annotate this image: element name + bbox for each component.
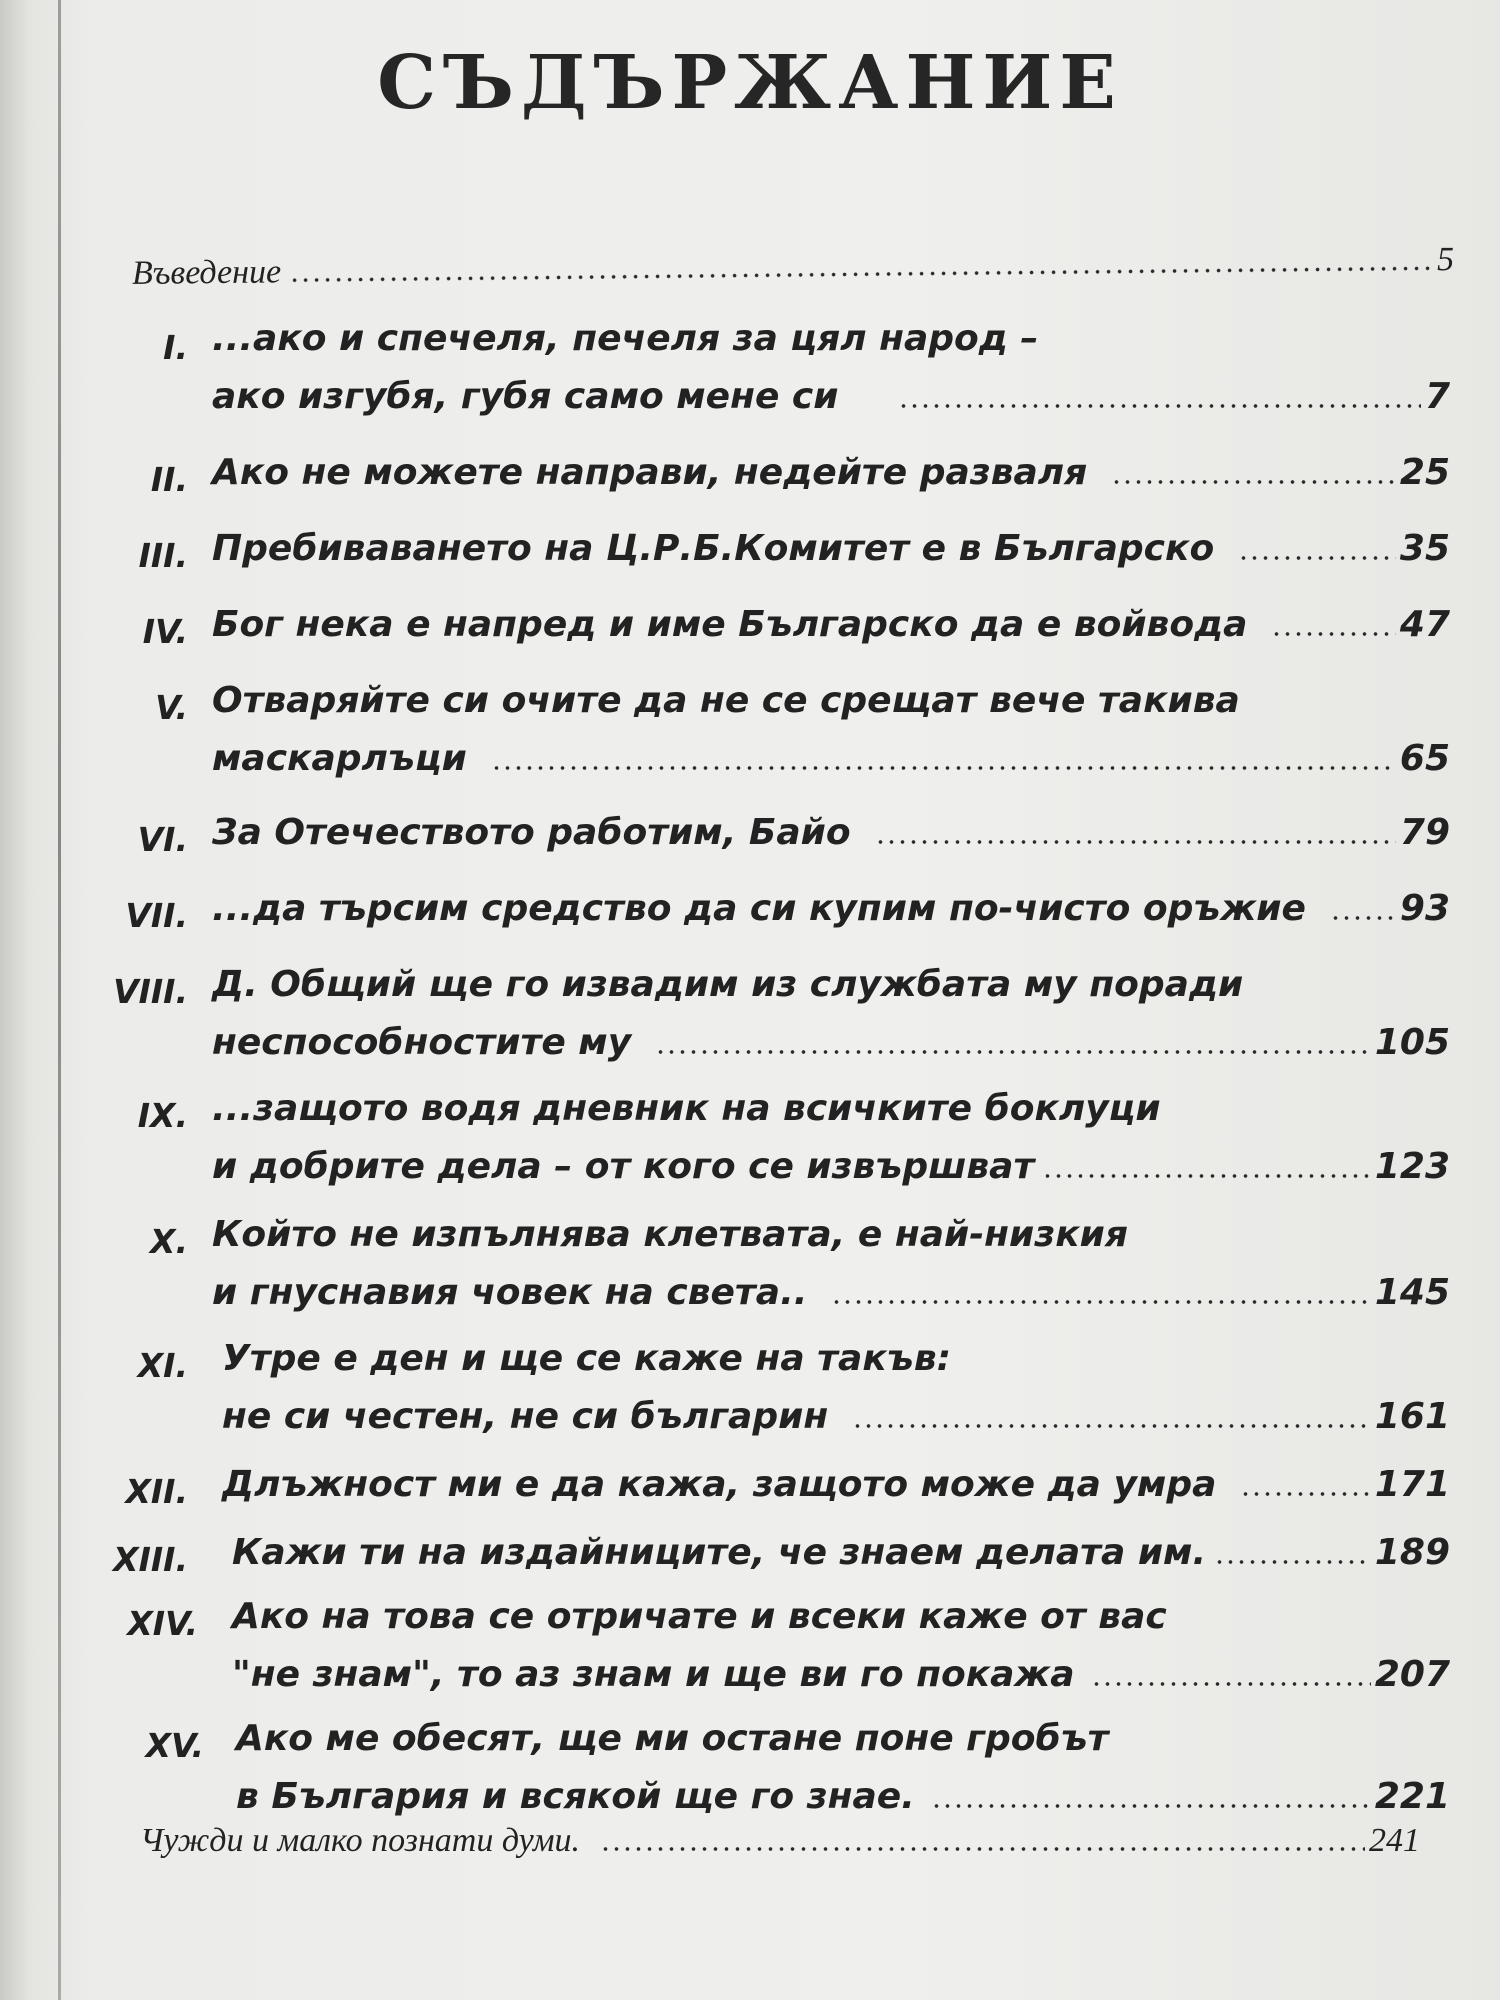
chapter-title-line: Ако не можете направи, недейте разваля bbox=[212, 452, 1088, 493]
toc-page-number: 145 bbox=[1374, 1272, 1450, 1313]
chapter-title-line: не си честен, не си българин bbox=[222, 1396, 829, 1437]
toc-entry-chapter-3 bbox=[212, 528, 1450, 569]
chapter-number: V. bbox=[155, 688, 188, 727]
toc-entry-chapter-13 bbox=[232, 1532, 1450, 1573]
toc-page-number: 105 bbox=[1374, 1022, 1450, 1063]
chapter-title-line: Ако на това се отричате и всеки каже от вас bbox=[232, 1596, 1167, 1637]
chapter-title-line: "не знам", то аз знам и ще ви го покажа bbox=[232, 1654, 1075, 1695]
toc-entry-chapter-9 bbox=[212, 1146, 1450, 1187]
toc-page-number: 241 bbox=[1369, 1822, 1420, 1859]
toc-entry-glossary bbox=[140, 1822, 1420, 1860]
chapter-number: III. bbox=[138, 536, 188, 575]
toc-page-number: 221 bbox=[1374, 1776, 1450, 1817]
toc-entry-chapter-15 bbox=[236, 1776, 1450, 1817]
chapter-title-line: ако изгубя, губя само мене си bbox=[212, 376, 839, 417]
toc-page-number: 207 bbox=[1374, 1654, 1450, 1695]
toc-page-number: 35 bbox=[1399, 528, 1450, 569]
chapter-title-line: ...ако и спечеля, печеля за цял народ – bbox=[212, 318, 1039, 359]
dot-leader bbox=[931, 1803, 1371, 1809]
toc-entry-chapter-2 bbox=[212, 452, 1450, 493]
chapter-title-line: и гнуснавия човек на света.. bbox=[212, 1272, 808, 1313]
chapter-number: VIII. bbox=[113, 972, 188, 1011]
dot-leader bbox=[1330, 915, 1396, 921]
chapter-number: XIII. bbox=[113, 1540, 188, 1579]
chapter-title-line: ...защото водя дневник на всичките боклуци bbox=[212, 1088, 1161, 1129]
dot-leader bbox=[600, 1846, 1365, 1852]
toc-page-number: 189 bbox=[1374, 1532, 1450, 1573]
dot-leader bbox=[852, 1423, 1371, 1429]
toc-page-number: 65 bbox=[1399, 738, 1450, 779]
toc-entry-chapter-6 bbox=[212, 812, 1450, 853]
dot-leader bbox=[655, 1049, 1371, 1055]
dot-leader bbox=[831, 1299, 1370, 1305]
chapter-number: I. bbox=[163, 328, 188, 367]
chapter-title-line: Който не изпълнява клетвата, е най-низкия bbox=[212, 1214, 1128, 1255]
toc-entry-chapter-10 bbox=[212, 1272, 1450, 1313]
toc-entry-chapter-4 bbox=[212, 604, 1450, 645]
chapter-title-line: Длъжност ми е да кажа, защото може да умра bbox=[222, 1464, 1217, 1505]
toc-entry-label: Чужди и малко познати думи. bbox=[140, 1822, 581, 1859]
chapter-title-line: и добрите дела – от кого се извършват bbox=[212, 1146, 1035, 1187]
chapter-number: XV. bbox=[145, 1726, 204, 1765]
chapter-title-line: неспособностите му bbox=[212, 1022, 632, 1063]
dot-leader bbox=[289, 265, 1433, 283]
toc-page-number: 123 bbox=[1374, 1146, 1450, 1187]
toc-page-number: 79 bbox=[1399, 812, 1450, 853]
toc-page-number: 161 bbox=[1374, 1396, 1450, 1437]
chapter-title-line: маскарлъци bbox=[212, 738, 467, 779]
chapter-title-line: Утре е ден и ще се каже на такъв: bbox=[222, 1338, 951, 1379]
toc-entry-chapter-1 bbox=[212, 376, 1450, 417]
toc-page-number: 47 bbox=[1399, 604, 1450, 645]
chapter-title-line: Д. Общий ще го извадим из службата му поради bbox=[212, 964, 1244, 1005]
toc-entry-chapter-14 bbox=[232, 1654, 1450, 1695]
toc-page-number: 7 bbox=[1424, 376, 1450, 417]
chapter-number: II. bbox=[150, 460, 188, 499]
chapter-number: X. bbox=[150, 1222, 188, 1261]
chapter-number: XIV. bbox=[127, 1604, 198, 1643]
chapter-title-line: Отваряйте си очите да не се срещат вече такива bbox=[212, 680, 1240, 721]
chapter-title-line: в България и всякой ще го знае. bbox=[236, 1776, 915, 1817]
chapter-number: XII. bbox=[125, 1472, 188, 1511]
chapter-title-line: ...да търсим средство да си купим по-чисто оръжие bbox=[212, 888, 1306, 929]
dot-leader bbox=[1238, 555, 1396, 561]
toc-page-number: 171 bbox=[1374, 1464, 1450, 1505]
chapter-title-line: Ако ме обесят, ще ми остане поне гробът bbox=[236, 1718, 1109, 1759]
chapter-number: IX. bbox=[137, 1096, 188, 1135]
toc-entry-label: Въведение bbox=[131, 253, 282, 292]
dot-leader bbox=[1091, 1681, 1371, 1687]
chapter-number: VII. bbox=[125, 896, 188, 935]
dot-leader bbox=[491, 765, 1396, 771]
toc-entry-chapter-8 bbox=[212, 1022, 1450, 1063]
chapter-title-line: За Отечеството работим, Байо bbox=[212, 812, 851, 853]
chapter-number: VI. bbox=[137, 820, 188, 859]
toc-page-number: 93 bbox=[1399, 888, 1450, 929]
dot-leader bbox=[1240, 1491, 1370, 1497]
chapter-title-line: Кажи ти на издайниците, че знаем делата им. bbox=[232, 1532, 1207, 1573]
toc-page-number: 25 bbox=[1399, 452, 1450, 493]
dot-leader bbox=[1111, 479, 1396, 485]
toc-entry-chapter-11 bbox=[222, 1396, 1450, 1437]
toc-entry-intro bbox=[132, 241, 1454, 293]
dot-leader bbox=[1271, 631, 1395, 637]
chapter-title-line: Пребиваването на Ц.Р.Б.Комитет е в Българско bbox=[212, 528, 1215, 569]
toc-entry-chapter-7 bbox=[212, 888, 1450, 929]
toc-entry-chapter-5 bbox=[212, 738, 1450, 779]
dot-leader bbox=[1042, 1173, 1371, 1179]
toc-page-number: 5 bbox=[1436, 241, 1455, 279]
dot-leader bbox=[875, 839, 1396, 845]
page-spine-edge bbox=[58, 0, 61, 2000]
chapter-number: XI. bbox=[137, 1346, 188, 1385]
dot-leader bbox=[898, 403, 1420, 409]
chapter-number: IV. bbox=[142, 612, 188, 651]
dot-leader bbox=[1214, 1559, 1371, 1565]
toc-entry-chapter-12 bbox=[222, 1464, 1450, 1505]
chapter-title-line: Бог нека е напред и име Българско да е войвода bbox=[212, 604, 1248, 645]
page-title: СЪДЪРЖАНИЕ bbox=[377, 40, 1123, 126]
